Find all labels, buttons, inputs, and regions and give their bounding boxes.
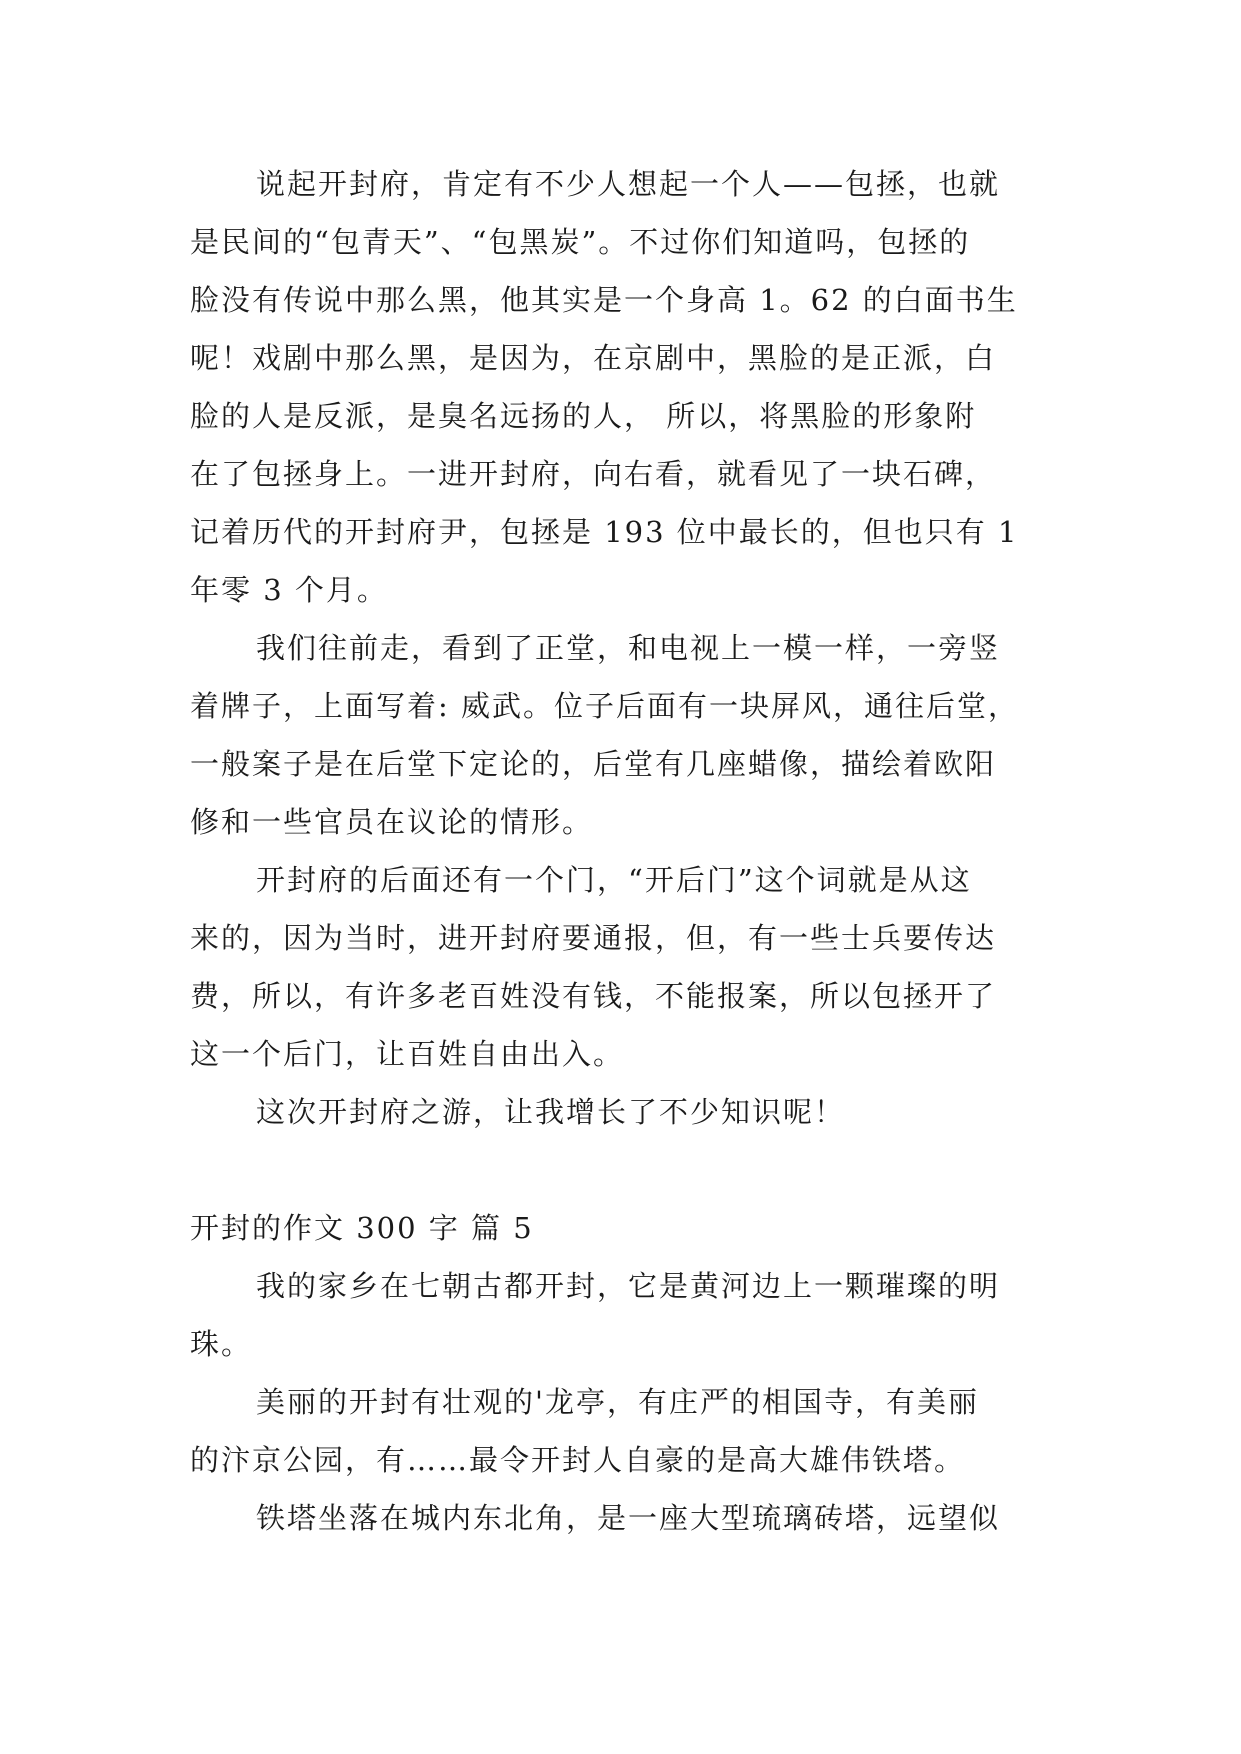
text-line: 是民间的“包青天”、“包黑炭”。不过你们知道吗，包拯的 <box>190 225 971 259</box>
text-line: 来的，因为当时，进开封府要通报，但，有一些士兵要传达 <box>190 921 997 955</box>
text-line: 记着历代的开封府尹，包拯是 193 位中最长的，但也只有 1 <box>190 515 1019 549</box>
paragraph-main-hall <box>190 619 1060 851</box>
text-line: 修和一些官员在议论的情形。 <box>190 805 594 839</box>
text-line: 开封府的后面还有一个门，“开后门”这个词就是从这 <box>256 863 972 897</box>
text-line: 美丽的开封有壮观的'龙亭，有庄严的相国寺，有美丽 <box>256 1385 979 1419</box>
paragraph-sights <box>190 1373 1060 1489</box>
text-line: 我的家乡在七朝古都开封，它是黄河边上一颗璀璨的明 <box>256 1269 1001 1303</box>
text-line: 铁塔坐落在城内东北角，是一座大型琉璃砖塔，远望似 <box>256 1501 1001 1535</box>
paragraph-back-door <box>190 851 1060 1083</box>
text-line: 这一个后门，让百姓自由出入。 <box>190 1037 625 1071</box>
text-line: 脸的人是反派，是臭名远扬的人， 所以，将黑脸的形象附 <box>190 399 977 433</box>
text-line: 说起开封府，肯定有不少人想起一个人——包拯，也就 <box>256 167 1001 201</box>
section-gap <box>190 1141 1060 1199</box>
paragraph-iron-pagoda <box>190 1489 1060 1547</box>
text-line: 我们往前走，看到了正堂，和电视上一模一样，一旁竖 <box>256 631 1001 665</box>
text-line: 这次开封府之游，让我增长了不少知识呢！ <box>256 1095 846 1129</box>
paragraph-hometown <box>190 1257 1060 1373</box>
text-line: 脸没有传说中那么黑，他其实是一个身高 1。62 的白面书生 <box>190 283 1018 317</box>
document-page <box>190 155 1060 1547</box>
text-line: 费，所以，有许多老百姓没有钱，不能报案，所以包拯开了 <box>190 979 997 1013</box>
text-line: 呢！戏剧中那么黑，是因为，在京剧中，黑脸的是正派，白 <box>190 341 997 375</box>
section-heading: 开封的作文 300 字 篇 5 <box>190 1211 534 1245</box>
text-line: 着牌子，上面写着: 威武。位子后面有一块屏风，通往后堂， <box>190 689 1019 723</box>
text-line: 一般案子是在后堂下定论的，后堂有几座蜡像，描绘着欧阳 <box>190 747 997 781</box>
text-line: 年零 3 个月。 <box>190 573 388 607</box>
paragraph-conclusion <box>190 1083 1060 1141</box>
text-line: 珠。 <box>190 1327 253 1361</box>
text-line: 的汴京公园，有……最令开封人自豪的是高大雄伟铁塔。 <box>190 1443 966 1477</box>
paragraph-baozheng <box>190 155 1060 619</box>
text-line: 在了包拯身上。一进开封府，向右看，就看见了一块石碑， <box>190 457 997 491</box>
